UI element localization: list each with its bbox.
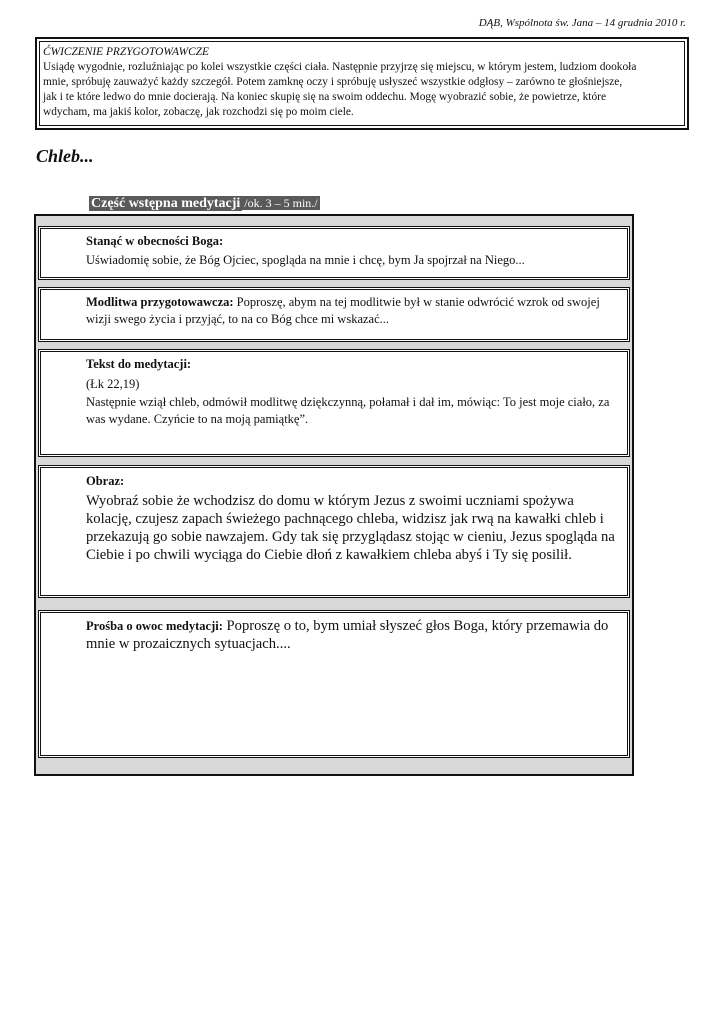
presence-label: Stanąć w obecności Boga: [86, 234, 224, 248]
text-label: Tekst do medytacji: [86, 357, 192, 371]
exercise-line: jak i te które ledwo do mnie docierają. Na koniec skupię się na swoim oddechu. Mogę wyobrazić sobie, że powietrze, które [43, 91, 607, 103]
prayer-text: Poproszę, abym na tej modlitwie był w stanie odwrócić wzrok od swojej wizji swego życia i przyjąć, to na co Bóg chce mi wskazać... [86, 295, 600, 326]
fruit-label: Prośba o owoc medytacji: [86, 619, 223, 633]
section-time: /ok. 3 – 5 min./ [244, 196, 318, 210]
exercise-line: wdycham, ma jakiś kolor, zobaczę, jak rozchodzi się po moim ciele. [43, 106, 354, 118]
presence-text: Uświadomię sobie, że Bóg Ojciec, spogląda na mnie i chcę, bym Ja spojrzał na Niego... [86, 253, 525, 267]
exercise-box [35, 37, 689, 130]
prayer-label: Modlitwa przygotowawcza: [86, 295, 234, 309]
panel-image [40, 467, 628, 596]
section-header [89, 196, 320, 212]
page-title: Chleb... [36, 146, 94, 166]
meditation-frame [34, 214, 634, 776]
text-body: Następnie wziął chleb, odmówił modlitwę dziękczynną, połamał i dał im, mówiąc: To jest moje ciało, za was wydane. Czyńcie to na moją pamiątkę”. [86, 395, 610, 426]
exercise-title: ĆWICZENIE PRZYGOTOWAWCZE [43, 46, 209, 58]
exercise-line: Usiądę wygodnie, rozluźniając po kolei wszystkie części ciała. Następnie przyjrzę się miejscu, w którym jestem, ludziom dookoła [43, 61, 637, 73]
image-text: Wyobraź sobie że wchodzisz do domu w którym Jezus z swoimi uczniami spożywa kolację, czujesz zapach świeżego pachnącego chleba, widzisz jak rwą na kawałki chleb i przekazują go sobie nawzajem. Gdy tak się przyglądasz stojąc w cieniu, Jezus spogląda na Ciebie i po chwili wyciąga do Ciebie dłoń z kawałkiem chleba abyś i Ty się posilił. [86, 493, 615, 563]
exercise-content [39, 41, 685, 126]
panel-presence [40, 228, 628, 278]
panel-text [40, 351, 628, 455]
panel-fruit [40, 612, 628, 756]
text-ref: (Łk 22,19) [86, 377, 140, 391]
panel-prayer [40, 289, 628, 340]
fruit-paragraph [86, 617, 617, 653]
image-label: Obraz: [86, 474, 125, 488]
document-header: DĄB, Wspólnota św. Jana – 14 grudnia 2010 r. [478, 17, 686, 29]
exercise-line: mnie, spróbuję zauważyć każdy szczegół. Potem zamknę oczy i spróbuję usłyszeć wszystkie odgłosy – zarówno te głośniejsze, [43, 76, 623, 88]
section-label: Część wstępna medytacji [91, 196, 241, 211]
prayer-paragraph [86, 294, 617, 328]
fruit-text: Poproszę o to, bym umiał słyszeć głos Boga, który przemawia do mnie w prozaicznych sytuacjach.... [86, 618, 609, 652]
